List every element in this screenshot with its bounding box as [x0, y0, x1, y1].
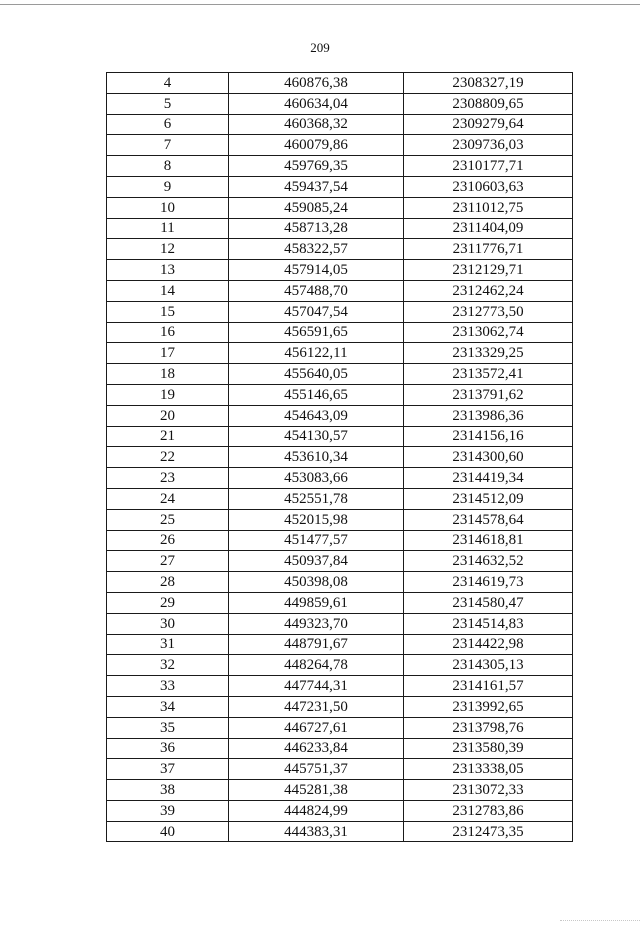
point-number-cell: 23 [107, 468, 229, 489]
table-row [107, 800, 573, 821]
y-coordinate-cell: 2314419,34 [404, 468, 573, 489]
y-coordinate-cell: 2313338,05 [404, 759, 573, 780]
y-coordinate-cell: 2313572,41 [404, 364, 573, 385]
table-row [107, 738, 573, 759]
point-number-cell: 5 [107, 93, 229, 114]
table-row [107, 218, 573, 239]
point-number-cell: 40 [107, 821, 229, 842]
point-number-cell: 4 [107, 73, 229, 94]
table-row [107, 260, 573, 281]
point-number-cell: 27 [107, 551, 229, 572]
table-row [107, 405, 573, 426]
point-number-cell: 22 [107, 447, 229, 468]
x-coordinate-cell: 452015,98 [229, 509, 404, 530]
table-row [107, 447, 573, 468]
x-coordinate-cell: 449859,61 [229, 592, 404, 613]
y-coordinate-cell: 2313072,33 [404, 780, 573, 801]
x-coordinate-cell: 446727,61 [229, 717, 404, 738]
y-coordinate-cell: 2314632,52 [404, 551, 573, 572]
coordinates-table [106, 72, 573, 842]
y-coordinate-cell: 2314300,60 [404, 447, 573, 468]
point-number-cell: 19 [107, 384, 229, 405]
x-coordinate-cell: 447744,31 [229, 676, 404, 697]
x-coordinate-cell: 453083,66 [229, 468, 404, 489]
x-coordinate-cell: 458713,28 [229, 218, 404, 239]
x-coordinate-cell: 447231,50 [229, 696, 404, 717]
y-coordinate-cell: 2312773,50 [404, 301, 573, 322]
coordinates-table-body [107, 73, 573, 842]
table-row [107, 135, 573, 156]
y-coordinate-cell: 2309279,64 [404, 114, 573, 135]
y-coordinate-cell: 2314512,09 [404, 488, 573, 509]
x-coordinate-cell: 444824,99 [229, 800, 404, 821]
y-coordinate-cell: 2313062,74 [404, 322, 573, 343]
y-coordinate-cell: 2312783,86 [404, 800, 573, 821]
point-number-cell: 14 [107, 280, 229, 301]
point-number-cell: 29 [107, 592, 229, 613]
point-number-cell: 18 [107, 364, 229, 385]
table-row [107, 592, 573, 613]
y-coordinate-cell: 2312473,35 [404, 821, 573, 842]
table-row [107, 156, 573, 177]
x-coordinate-cell: 456122,11 [229, 343, 404, 364]
table-row [107, 93, 573, 114]
x-coordinate-cell: 458322,57 [229, 239, 404, 260]
x-coordinate-cell: 450398,08 [229, 572, 404, 593]
x-coordinate-cell: 459085,24 [229, 197, 404, 218]
margin-dotted-line [560, 920, 640, 921]
table-row [107, 759, 573, 780]
x-coordinate-cell: 455640,05 [229, 364, 404, 385]
table-row [107, 239, 573, 260]
point-number-cell: 13 [107, 260, 229, 281]
x-coordinate-cell: 460876,38 [229, 73, 404, 94]
x-coordinate-cell: 445751,37 [229, 759, 404, 780]
x-coordinate-cell: 454643,09 [229, 405, 404, 426]
x-coordinate-cell: 448791,67 [229, 634, 404, 655]
x-coordinate-cell: 446233,84 [229, 738, 404, 759]
table-row [107, 114, 573, 135]
point-number-cell: 20 [107, 405, 229, 426]
point-number-cell: 24 [107, 488, 229, 509]
y-coordinate-cell: 2313791,62 [404, 384, 573, 405]
y-coordinate-cell: 2314161,57 [404, 676, 573, 697]
point-number-cell: 31 [107, 634, 229, 655]
point-number-cell: 21 [107, 426, 229, 447]
y-coordinate-cell: 2311776,71 [404, 239, 573, 260]
y-coordinate-cell: 2312129,71 [404, 260, 573, 281]
x-coordinate-cell: 451477,57 [229, 530, 404, 551]
x-coordinate-cell: 457047,54 [229, 301, 404, 322]
x-coordinate-cell: 460634,04 [229, 93, 404, 114]
y-coordinate-cell: 2308327,19 [404, 73, 573, 94]
y-coordinate-cell: 2310177,71 [404, 156, 573, 177]
table-row [107, 696, 573, 717]
point-number-cell: 35 [107, 717, 229, 738]
x-coordinate-cell: 454130,57 [229, 426, 404, 447]
table-row [107, 821, 573, 842]
x-coordinate-cell: 459437,54 [229, 176, 404, 197]
table-row [107, 280, 573, 301]
point-number-cell: 16 [107, 322, 229, 343]
point-number-cell: 28 [107, 572, 229, 593]
y-coordinate-cell: 2313992,65 [404, 696, 573, 717]
x-coordinate-cell: 449323,70 [229, 613, 404, 634]
x-coordinate-cell: 452551,78 [229, 488, 404, 509]
point-number-cell: 15 [107, 301, 229, 322]
table-row [107, 717, 573, 738]
point-number-cell: 34 [107, 696, 229, 717]
top-border-line [0, 4, 640, 5]
table-row [107, 780, 573, 801]
x-coordinate-cell: 459769,35 [229, 156, 404, 177]
table-row [107, 364, 573, 385]
x-coordinate-cell: 444383,31 [229, 821, 404, 842]
table-row [107, 176, 573, 197]
point-number-cell: 11 [107, 218, 229, 239]
table-row [107, 676, 573, 697]
point-number-cell: 25 [107, 509, 229, 530]
point-number-cell: 9 [107, 176, 229, 197]
x-coordinate-cell: 455146,65 [229, 384, 404, 405]
table-row [107, 468, 573, 489]
table-row [107, 322, 573, 343]
point-number-cell: 6 [107, 114, 229, 135]
table-row [107, 73, 573, 94]
x-coordinate-cell: 448264,78 [229, 655, 404, 676]
x-coordinate-cell: 457488,70 [229, 280, 404, 301]
point-number-cell: 17 [107, 343, 229, 364]
table-row [107, 530, 573, 551]
y-coordinate-cell: 2314578,64 [404, 509, 573, 530]
table-row [107, 572, 573, 593]
point-number-cell: 8 [107, 156, 229, 177]
y-coordinate-cell: 2314514,83 [404, 613, 573, 634]
table-row [107, 301, 573, 322]
y-coordinate-cell: 2314618,81 [404, 530, 573, 551]
y-coordinate-cell: 2308809,65 [404, 93, 573, 114]
x-coordinate-cell: 457914,05 [229, 260, 404, 281]
y-coordinate-cell: 2312462,24 [404, 280, 573, 301]
point-number-cell: 7 [107, 135, 229, 156]
y-coordinate-cell: 2311012,75 [404, 197, 573, 218]
x-coordinate-cell: 445281,38 [229, 780, 404, 801]
point-number-cell: 39 [107, 800, 229, 821]
table-row [107, 551, 573, 572]
y-coordinate-cell: 2314156,16 [404, 426, 573, 447]
y-coordinate-cell: 2314580,47 [404, 592, 573, 613]
page-number: 209 [310, 40, 330, 55]
table-row [107, 509, 573, 530]
table-row [107, 488, 573, 509]
point-number-cell: 26 [107, 530, 229, 551]
y-coordinate-cell: 2311404,09 [404, 218, 573, 239]
y-coordinate-cell: 2313329,25 [404, 343, 573, 364]
y-coordinate-cell: 2314619,73 [404, 572, 573, 593]
y-coordinate-cell: 2310603,63 [404, 176, 573, 197]
y-coordinate-cell: 2314305,13 [404, 655, 573, 676]
y-coordinate-cell: 2313580,39 [404, 738, 573, 759]
point-number-cell: 30 [107, 613, 229, 634]
point-number-cell: 12 [107, 239, 229, 260]
point-number-cell: 10 [107, 197, 229, 218]
table-row [107, 613, 573, 634]
table-row [107, 634, 573, 655]
x-coordinate-cell: 453610,34 [229, 447, 404, 468]
point-number-cell: 37 [107, 759, 229, 780]
x-coordinate-cell: 456591,65 [229, 322, 404, 343]
y-coordinate-cell: 2313798,76 [404, 717, 573, 738]
point-number-cell: 38 [107, 780, 229, 801]
point-number-cell: 36 [107, 738, 229, 759]
table-row [107, 426, 573, 447]
x-coordinate-cell: 450937,84 [229, 551, 404, 572]
table-row [107, 655, 573, 676]
y-coordinate-cell: 2309736,03 [404, 135, 573, 156]
point-number-cell: 33 [107, 676, 229, 697]
x-coordinate-cell: 460079,86 [229, 135, 404, 156]
x-coordinate-cell: 460368,32 [229, 114, 404, 135]
y-coordinate-cell: 2313986,36 [404, 405, 573, 426]
table-row [107, 384, 573, 405]
table-row [107, 343, 573, 364]
point-number-cell: 32 [107, 655, 229, 676]
table-row [107, 197, 573, 218]
y-coordinate-cell: 2314422,98 [404, 634, 573, 655]
